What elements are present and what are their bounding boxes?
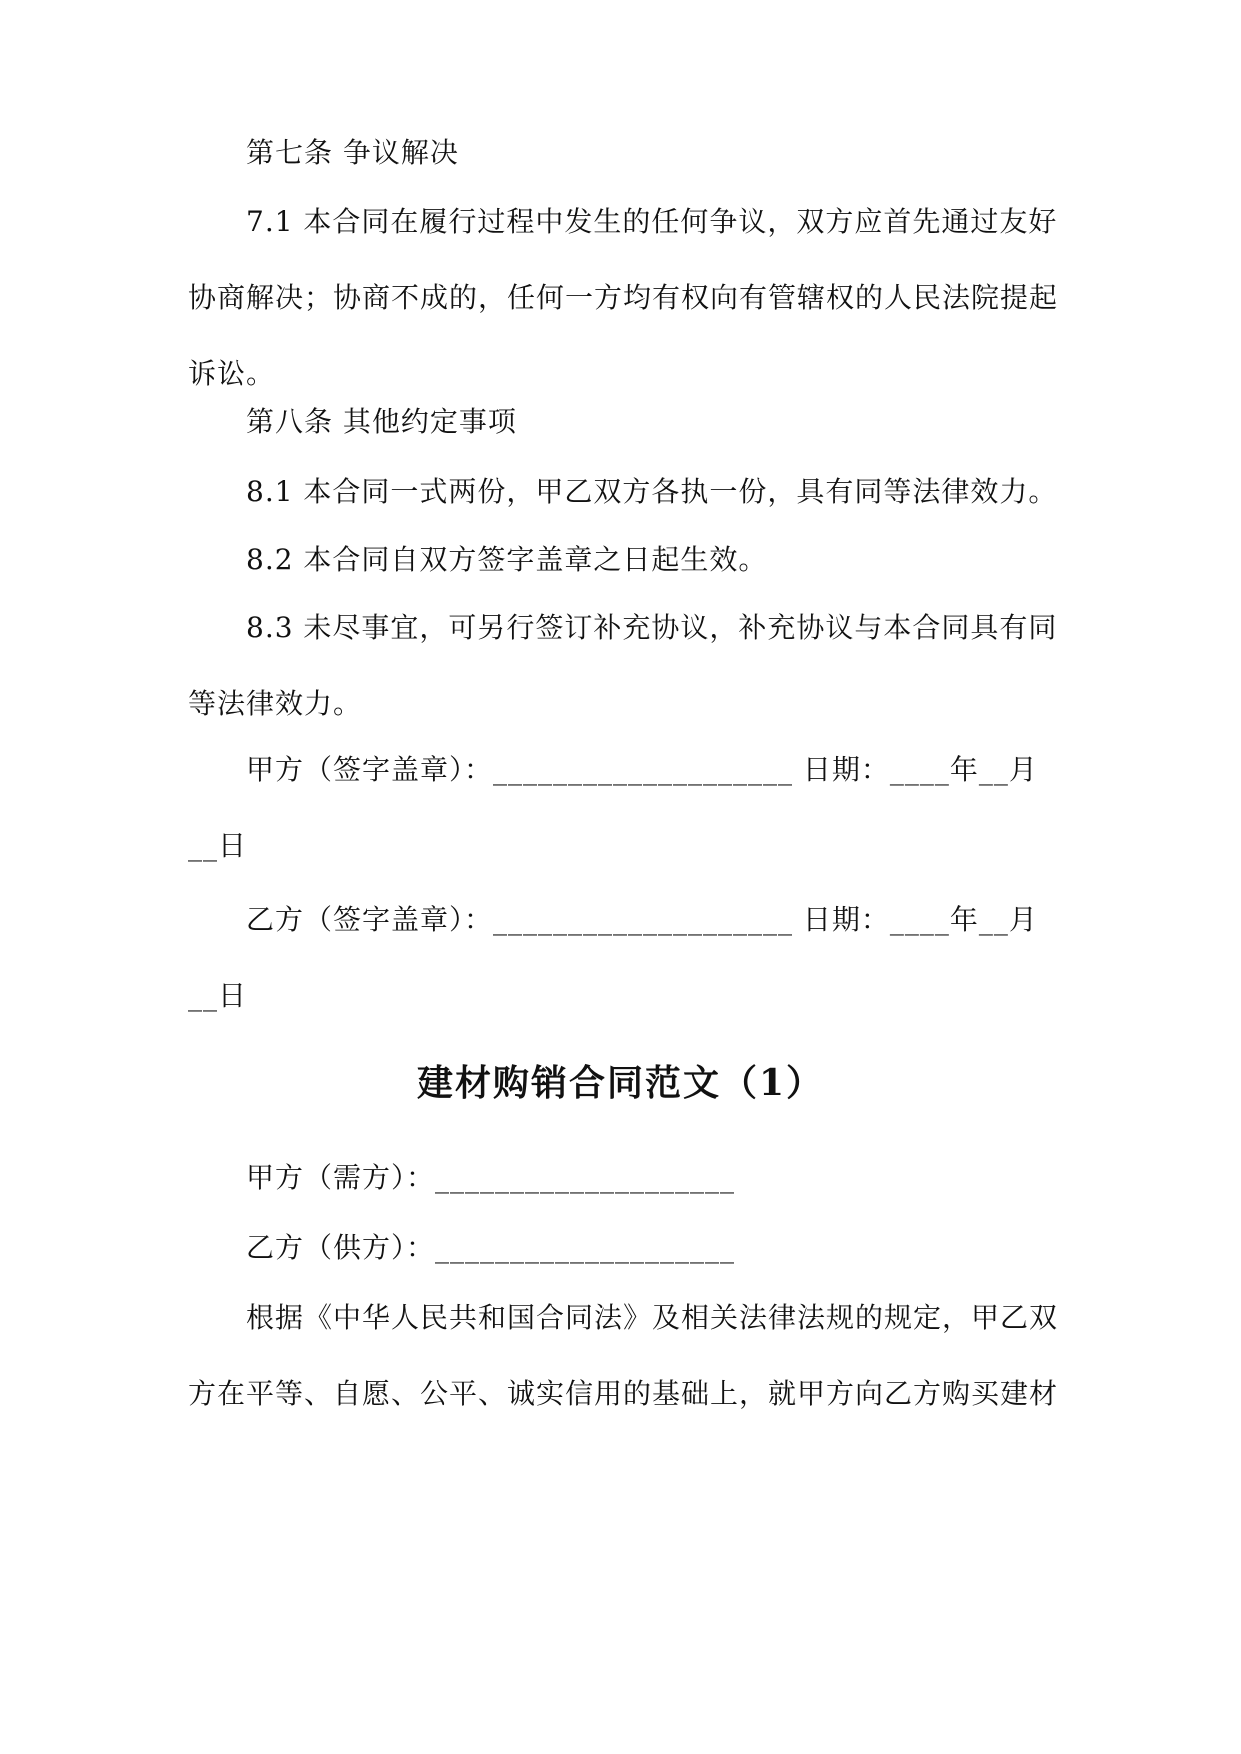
clause-7-1: 7.1 本合同在履行过程中发生的任何争议，双方应首先通过友好 协商解决；协商不成的，任何一方均有权向有管辖权的人民法院提起 诉讼。 <box>188 205 1059 390</box>
clause-8-3: 8.3 未尽事宜，可另行签订补充协议，补充协议与本合同具有同 等法律效力。 <box>188 611 1058 720</box>
party-b-signature: 乙方（签字盖章）：____________________ 日期：____年__月 __日 <box>188 903 1038 1012</box>
contract-party-b: 乙方（供方）：____________________ <box>246 1231 736 1264</box>
contract-party-a: 甲方（需方）：____________________ <box>246 1161 736 1194</box>
party-a-signature: 甲方（签字盖章）：____________________ 日期：____年__月 __日 <box>188 753 1038 862</box>
clause-8-2: 8.2 本合同自双方签字盖章之日起生效。 <box>246 543 768 576</box>
section-7-title: 第七条 争议解决 <box>246 136 459 169</box>
contract-title: 建材购销合同范文（1） <box>416 1062 825 1104</box>
section-8-title: 第八条 其他约定事项 <box>246 405 517 438</box>
contract-preamble: 根据《中华人民共和国合同法》及相关法律法规的规定，甲乙双 方在平等、自愿、公平、诚实信用的基础上，就甲方向乙方购买建材 <box>188 1301 1059 1410</box>
clause-8-1: 8.1 本合同一式两份，甲乙双方各执一份，具有同等法律效力。 <box>246 475 1058 508</box>
